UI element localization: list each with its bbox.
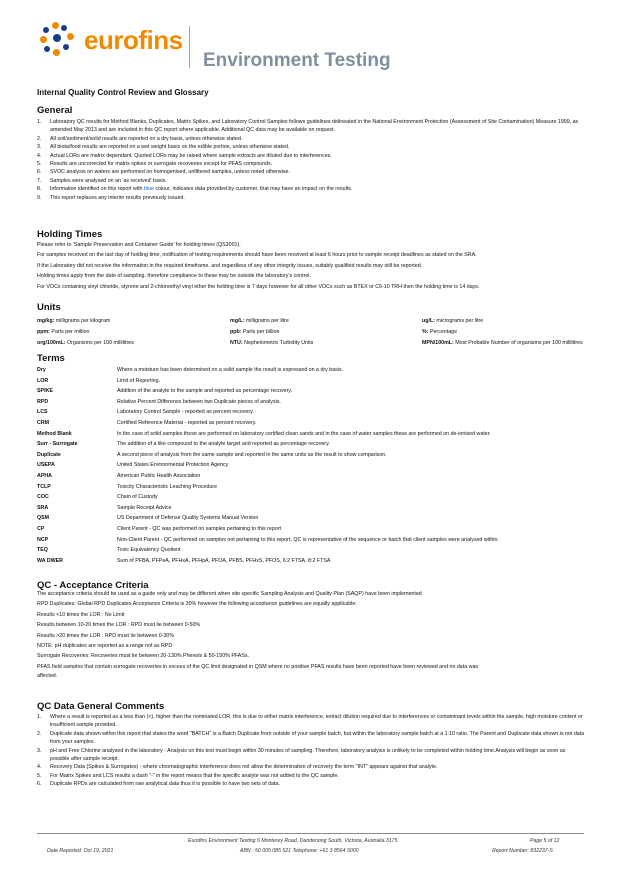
term-row: TCLP Toxicity Characteristic Leaching Procedure [37, 483, 218, 490]
term-row: RPD Relative Percent Difference between two Duplicate pieces of analysis. [37, 398, 281, 405]
terms-heading: Terms [37, 353, 65, 364]
footer-abn: ABN : 50 005 085 521 Telephone: +61 3 8564 5000 [240, 848, 359, 854]
document-title: Internal Quality Control Review and Glossary [37, 88, 209, 97]
term-row: CP Client Parent - QC was performed on samples pertaining to this report [37, 525, 281, 532]
list-item: 8. Information identified on this report with blue colour, indicates data provided by customer, that may have an impact on the results. [37, 186, 353, 193]
term-row: USEPA United States Environmental Protection Agency [37, 462, 229, 469]
list-item: 6. Duplicate RPDs are calculated from raw analytical data thus it is possible to have two sets of data. [37, 781, 280, 788]
logo-text: eurofins [84, 25, 183, 55]
qc-comments-list [37, 713, 585, 789]
units-table [37, 316, 612, 349]
footer-page-number: Page 5 of 12 [530, 838, 560, 844]
list-item: 6. SVOC analysis on waters are performed on homogenised, unfiltered samples, unless noted otherwise. [37, 169, 290, 176]
footer-date-reported: Date Reported: Oct 19, 2021 [47, 848, 114, 854]
list-item: 1. Where a result is reported as a less than (<), higher than the nominated LOR, this is due to either matrix interference, extract dilution required due to interferences or contaminant levels within the sample, high moisture content or insufficient sample provided. [37, 714, 583, 729]
term-row: Dry Where a moisture has been determined on a solid sample the result is expressed on a dry basis. [37, 367, 344, 373]
terms-table [37, 365, 602, 566]
list-item: 1. Laboratory QC results for Method Blanks, Duplicates, Matrix Spikes, and Laboratory Control Samples follows guidelines delineated in the National Environment Protection (Assessment of Site Contamination) Measure 1999, as amended May 2013 and are included in this QC report where applicable. Additional QC data may be available on request. [37, 119, 579, 134]
list-item: 5. For Matrix Spikes and LCS results a dash "-" in the report means that the specific analyte was not added to the QC sample. [37, 772, 339, 779]
units-row: mg/kg: milligrams per kilogram mg/L: milligrams per litre ug/L: micrograms per litre [37, 318, 484, 324]
list-item: 9. This report replaces any interim results previously issued. [37, 194, 185, 201]
units-heading: Units [37, 302, 61, 313]
list-item: 7. Samples were analysed on an 'as received' basis. [37, 177, 167, 184]
general-list [37, 118, 585, 202]
qc-criteria-heading: QC - Acceptance Criteria [37, 580, 149, 591]
term-row: SPIKE Addition of the analyte to the sample and reported as percentage recovery. [37, 388, 293, 395]
term-row: Method Blank In the case of solid samples these are performed on laboratory certified clean sands and in the case of water samples these are performed on de-ionised water. [37, 430, 491, 437]
qc-comments-heading: QC Data General Comments [37, 701, 165, 712]
units-row: org/100mL: Organisms per 100 millilitres NTU: Nephelometric Turbidity Units MPN/100mL: Most Probable Number of organisms per 100 millilitres [37, 340, 583, 346]
header-divider [189, 26, 190, 68]
term-row: LOR Limit of Reporting. [37, 377, 160, 384]
list-item: 5. Results are uncorrected for matrix spikes or surrogate recoveries except for PFAS compounds. [37, 161, 273, 168]
units-row: ppm: Parts per million ppb: Parts per billion %: Percentage [37, 329, 458, 335]
list-item: 4. Recovery Data (Spikes & Surrogates) - where chromatographic interference does not allow the determination of recovery the term "INT" appears against that analyte. [37, 764, 438, 771]
eurofins-logo [40, 22, 190, 62]
term-row: LCS Laboratory Control Sample - reported as percent recovery. [37, 409, 254, 416]
term-row: Duplicate A second piece of analysis from the same sample and reported in the same units as the result to show comparison. [37, 451, 387, 458]
logo-dots-icon [40, 22, 78, 58]
list-item: 4. Actual LORs are matrix dependant. Quoted LORs may be raised where sample extracts are diluted due to interferences. [37, 152, 332, 159]
list-item: 3. All biota/food results are reported on a wet weight basis on the edible portion, unless otherwise stated. [37, 144, 290, 151]
term-row: TEQ Toxic Equivalency Quotient [37, 547, 181, 554]
term-row: SRA Sample Receipt Advice [37, 504, 172, 511]
general-heading: General [37, 105, 73, 116]
list-item: 2. All soil/sediment/solid results are reported on a dry basis, unless otherwise stated. [37, 135, 243, 142]
footer-address: Eurofins Environment Testing 6 Monterey Road, Dandenong South, Victoria, Australia 3175 [188, 838, 398, 844]
term-row: WA DWER Sum of PFBA, PFPeA, PFHxA, PFHpA, PFOA, PFBS, PFHxS, PFOS, 6:2 FTSA, 8:2 FTSA [37, 557, 331, 564]
blue-word: blue [143, 186, 154, 193]
list-item: 3. pH and Free Chlorine analysed in the laboratory - Analysis on this test must begin within 30 minutes of sampling. Therefore, laboratory analysis is unlikely to be completed within holding time.Analysis will begin as soon as possible after sample receipt. [37, 747, 566, 763]
holding-times-text: Please refer to 'Sample Preservation and Container Guide' for holding times (QS3001). For samples received on the last day of holding time, notification of testing requirements should have been received at least 6 hours prior to sample receipt deadlines as stated on the SRA. If the Laboratory did not receive the information in the required timeframe, and regardless of any other integrity issues, suitably qualified results may still be reported. Holding times apply from the date of sampling, therefore compliance to these may be outside the laboratory's control. For VOCs containing vinyl chloride, styrene and 2-chloroethyl vinyl ether the holding time is 7 days however for all other VOCs such as BTEX or C6-10 TRH then the holding time is 14 days. [37, 242, 480, 290]
term-row: COC Chain of Custody [37, 494, 158, 501]
holding-times-heading: Holding Times [37, 229, 103, 240]
term-row: APHA American Public Health Association [37, 472, 201, 479]
term-row: Surr - Surrogate The addition of a like compound to the analyte target and reported as percentage recovery. [37, 441, 330, 448]
footer-divider [37, 833, 584, 834]
footer-report-number: Report Number: 832237-S [492, 848, 553, 854]
list-item: 2. Duplicate data shown within this report that states the word "BATCH" is a Batch Duplicate from outside of your sample batch, but within the laboratory sample batch at a 1:10 ratio. The Parent and Duplicate data shown is not data from your samples. [37, 730, 585, 746]
qc-criteria-text: The acceptance criteria should be used as a guide only and may be different when site specific Sampling Analysis and Quality Plan (SAQP) have been implemented RPD Duplicates: Global RPD Duplicates Acceptance Criteria is 30% however the following acceptance guidelines are equally applicable: Results <10 times the LOR : No Limit Results between 10-20 times the LOR : RPD must lie between 0-50% Results >20 times the LOR : RPD must lie between 0-30% NOTE: pH duplicates are reported as a range not as RPD Surrogate Recoveries: Recoveries must lie between 20-130% Phenols & 50-150% PFASs. PFAS field samples that contain surrogate recoveries in excess of the QC limit designated in QSM where no positive PFAS results have been reported have been reviewed and no data was affected. [37, 591, 479, 680]
brand-subtitle: Environment Testing [203, 50, 391, 71]
term-row: CRM Certified Reference Material - reported as percent recovery. [37, 419, 257, 426]
term-row: NCP Non-Client Parent - QC performed on samples not pertaining to this report, QC is representative of the sequence or batch that client samples were analysed within. [37, 536, 499, 543]
term-row: QSM US Department of Defense Quality Systems Manual Version [37, 515, 259, 522]
